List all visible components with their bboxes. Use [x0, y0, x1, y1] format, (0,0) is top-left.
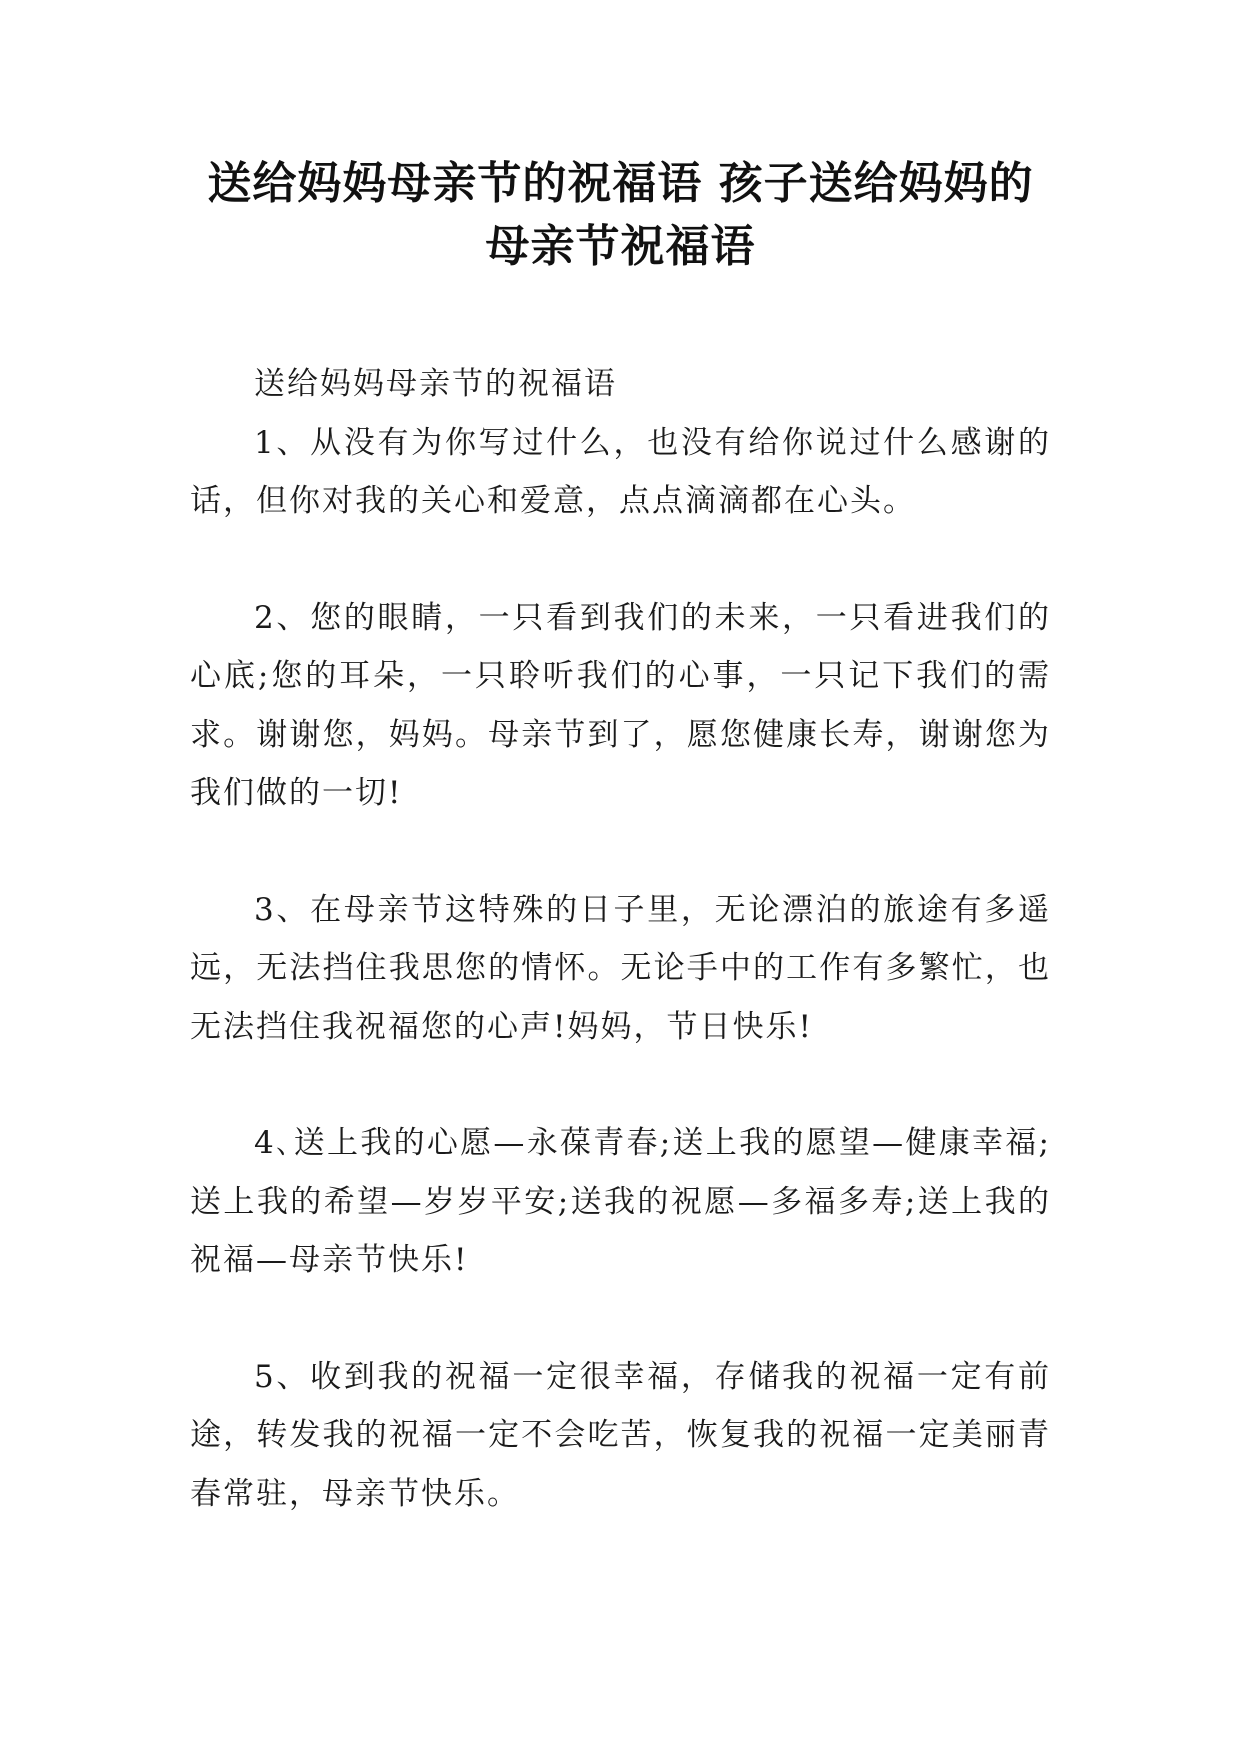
blessing-item-1: 1、从没有为你写过什么，也没有给你说过什么感谢的话，但你对我的关心和爱意，点点滴滴都在心头。 — [190, 424, 1051, 519]
document-body — [190, 355, 1051, 1581]
blessing-item-5: 5、收到我的祝福一定很幸福，存储我的祝福一定有前途，转发我的祝福一定不会吃苦，恢复我的祝福一定美丽青春常驻，母亲节快乐。 — [190, 1358, 1051, 1512]
document-title: 送给妈妈母亲节的祝福语 孩子送给妈妈的母亲节祝福语 — [207, 158, 1034, 272]
blessing-item-3: 3、在母亲节这特殊的日子里，无论漂泊的旅途有多遥远，无法挡住我思您的情怀。无论手中的工作有多繁忙，也无法挡住我祝福您的心声!妈妈，节日快乐! — [190, 891, 1051, 1045]
blessing-item-2: 2、您的眼睛，一只看到我们的未来，一只看进我们的心底;您的耳朵，一只聆听我们的心事，一只记下我们的需求。谢谢您，妈妈。母亲节到了，愿您健康长寿，谢谢您为我们做的一切! — [190, 599, 1051, 811]
section-heading: 送给妈妈母亲节的祝福语 — [254, 366, 617, 402]
blessing-item-4: 4､送上我的心愿—永葆青春;送上我的愿望—健康幸福;送上我的希望—岁岁平安;送我的祝愿—多福多寿;送上我的祝福—母亲节快乐! — [190, 1125, 1051, 1278]
